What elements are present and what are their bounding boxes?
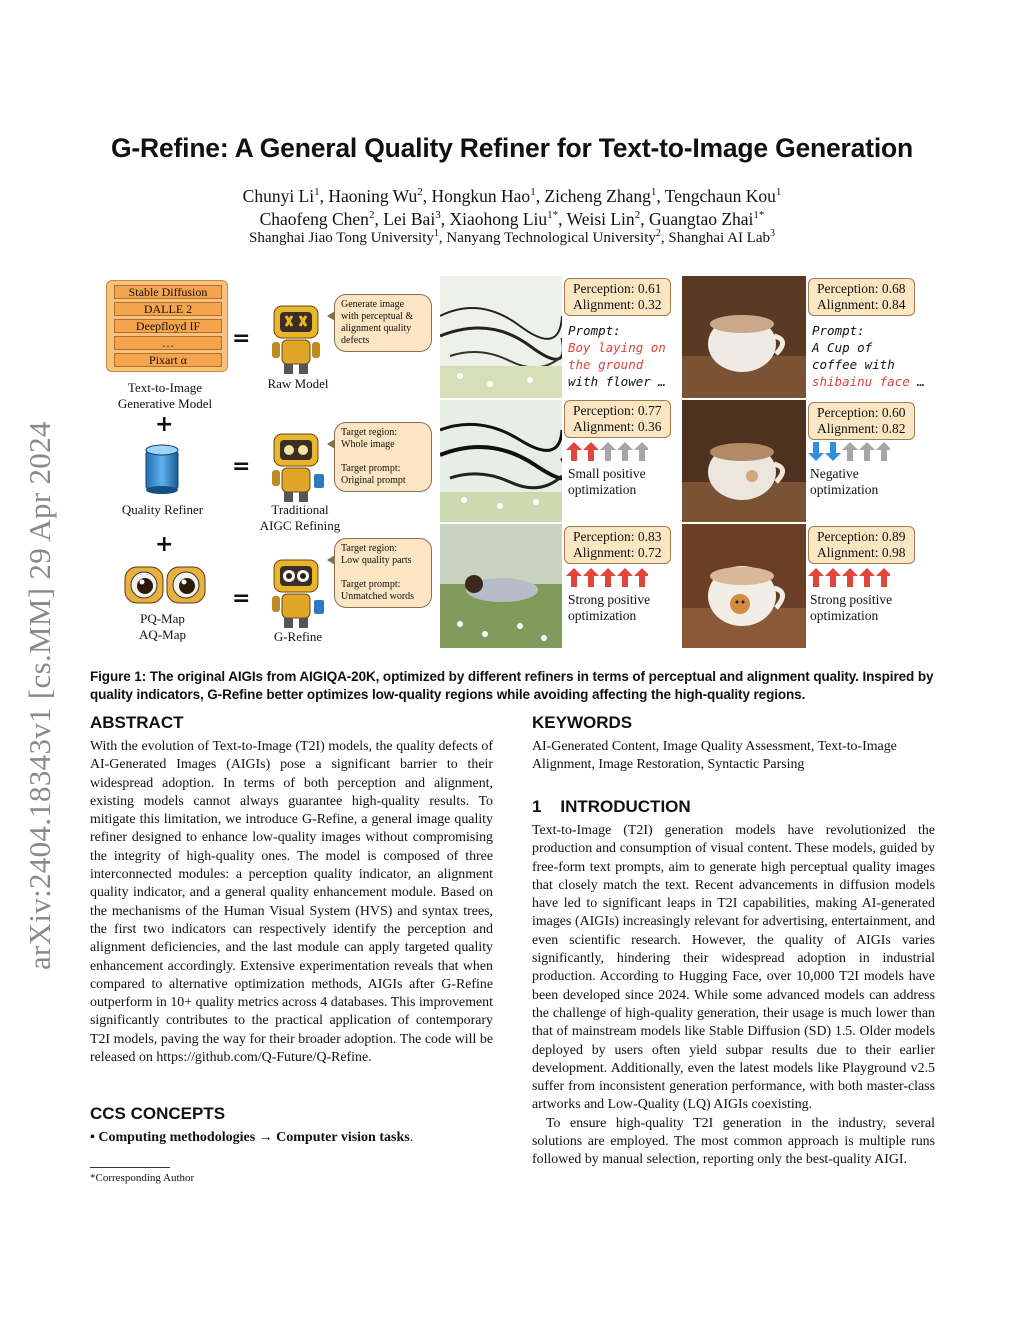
abstract-heading: ABSTRACT [90,713,184,732]
paper-title: G-Refine: A General Quality Refiner for Text-to-Image Generation [111,133,913,163]
equals-sign: = [232,454,251,479]
raw-model-robot-icon [264,302,328,376]
raw-model-bubble: Generate image with perceptual & alignment quality defects [334,294,432,352]
authors-line-1: Chunyi Li$^1$, Haoning Wu$^2$, Hongkun Hao$^1$, Zicheng Zhang$^1$, Tengchaun Kou$^1$ [242,186,782,206]
g-refine-bubble: Target region: Low quality parts Target prompt: Unmatched words [334,538,432,608]
authors-line-2: Chaofeng Chen$^2$, Lei Bai$^3$, Xiaohong Liu$^{1*}$, Weisi Lin$^2$, Guangtao Zhai$^{1*}$ [259,209,765,229]
coffee-image-raw [682,276,806,398]
ccs-concept: • Computing methodologies → Computer vision tasks. [90,1130,414,1145]
model-item: Pixart α [114,353,222,367]
arrows-strong-positive [808,568,890,588]
boy-image-traditional [440,400,562,522]
t2i-models-box [106,280,228,372]
opt-strong-label: Strong positive optimization [568,592,651,623]
score-box: Perception: 0.60 Alignment: 0.82 [808,402,915,440]
coffee-image-traditional [682,400,806,522]
model-item: Deepfloyd IF [114,319,222,333]
ccs-heading: CCS CONCEPTS [90,1104,226,1123]
introduction-text: Text-to-Image (T2I) generation models have revolutionized the production and consumption of visual content. These models, guided by free-form text prompts, aim to generate high perceptual quality images that closely match the text. Recent advancements in diffusion models have led to significant leaps in T2I capabilities, making AI-generated images (AIGIs) increasingly relevant for advertising, entertainment, and even scientific research. However, the quality of AIGIs varies significantly, hindering their widespread adoption in industrial production. According to Hugging Face, over 10,000 T2I models have been developed since 2024. While some advanced models can address the challenge of high-quality generation, their usage is much lower than that of mainstream models like Stable Diffusion (SD) 1.5. Older models deployed by users often yield subpar results due to their earlier development. Additionally, even the latest models like Playground v2.5 suffer from inconsistent generation performance, with both master-class artworks and Low-Quality (LQ) AIGIs coexisting. To ensure high-quality T2I generation in the industry, several solutions are employed. The most common approach is multiple runs followed by manual selection, reporting only the best-quality AIGI. [532,823,935,1168]
prompt-coffee: Prompt: A Cup of coffee with shibainu face … [812,323,925,389]
keywords-heading: KEYWORDS [532,713,633,732]
g-refine-robot-icon [264,556,328,630]
plus-sign: + [155,532,174,557]
arrows-negative [808,442,890,462]
score-box: Perception: 0.68 Alignment: 0.84 [808,278,915,316]
model-item: Stable Diffusion [114,285,222,299]
footnote-rule [90,1167,170,1168]
prompt-boy: Prompt: Boy laying on the ground with flower … [568,323,666,389]
affiliations: Shanghai Jiao Tong University$^1$, Nanyang Technological University$^2$, Shanghai AI Lab$^3$ [248,228,776,246]
boy-image-grefine [440,524,562,648]
equals-sign: = [232,326,251,351]
footnote: *Corresponding Author [90,1172,195,1184]
introduction-heading: 1 INTRODUCTION [532,797,691,816]
arrows-small-positive [566,442,648,462]
coffee-image-grefine [682,524,806,648]
score-box: Perception: 0.77 Alignment: 0.36 [564,400,671,438]
traditional-robot-icon [264,430,328,504]
traditional-label: Traditional AIGC Refining [259,502,341,533]
boy-image-raw [440,276,562,398]
score-box: Perception: 0.61 Alignment: 0.32 [564,278,671,316]
traditional-bubble: Target region: Whole image Target prompt: Original prompt [334,422,432,492]
abstract-text: With the evolution of Text-to-Image (T2I) models, the quality defects of AI-Generated Images (AIGIs) pose a significant barrier to their widespread adoption. In terms of both perception and alignment, existing models cannot always guarantee high-quality results. To mitigate this limitation, we introduce G-Refine, a general image quality refiner designed to enhance low-quality images without compromising the integrity of high-quality ones. The model is composed of three interconnected modules: a perception quality indicator, an alignment quality indicator, and a general quality enhancement module. Based on the mechanisms of the Human Visual System (HVS) and syntax trees, the first two indicators can respectively identify the perception and alignment deficiencies, and the last module can apply targeted quality enhancement accordingly. Extensive experimentation reveals that when compared to alternative optimization methods, AIGIs after G-Refine outperform in 10+ quality metrics across 4 databases. This improvement significantly contributes to the practical application of contemporary T2I models, paving the way for their broader adoption. The code will be released on https://github.com/Q-Future/Q-Refine. [90,739,493,1066]
arrows-strong-positive [566,568,648,588]
score-box: Perception: 0.83 Alignment: 0.72 [564,526,671,564]
t2i-label: Text-to-Image Generative Model [117,380,213,411]
quality-refiner-label: Quality Refiner [121,502,204,517]
model-item: DALLE 2 [114,302,222,316]
eyes-icon [124,564,206,606]
quality-refiner-icon [142,442,182,496]
model-item: … [114,336,222,350]
maps-label: PQ-Map AQ-Map [139,611,186,642]
raw-model-label: Raw Model [267,376,329,391]
g-refine-label: G-Refine [273,629,323,644]
score-box: Perception: 0.89 Alignment: 0.98 [808,526,915,564]
figure-caption: Figure 1: The original AIGIs from AIGIQA-20K, optimized by different refiners in terms of perceptual and alignment quality. Inspired by quality indicators, G-Refine better optimizes low-quality regions while avoiding affecting the high-quality regions. [90,669,934,702]
equals-sign: = [232,586,251,611]
keywords-text: AI-Generated Content, Image Quality Assessment, Text-to-Image Alignment, Image Restoration, Syntactic Parsing [532,739,897,773]
opt-strong-label: Strong positive optimization [810,592,893,623]
opt-small-label: Small positive optimization [568,466,646,497]
opt-negative-label: Negative optimization [810,466,879,497]
figure-1 [90,272,936,650]
plus-sign: + [155,412,174,437]
